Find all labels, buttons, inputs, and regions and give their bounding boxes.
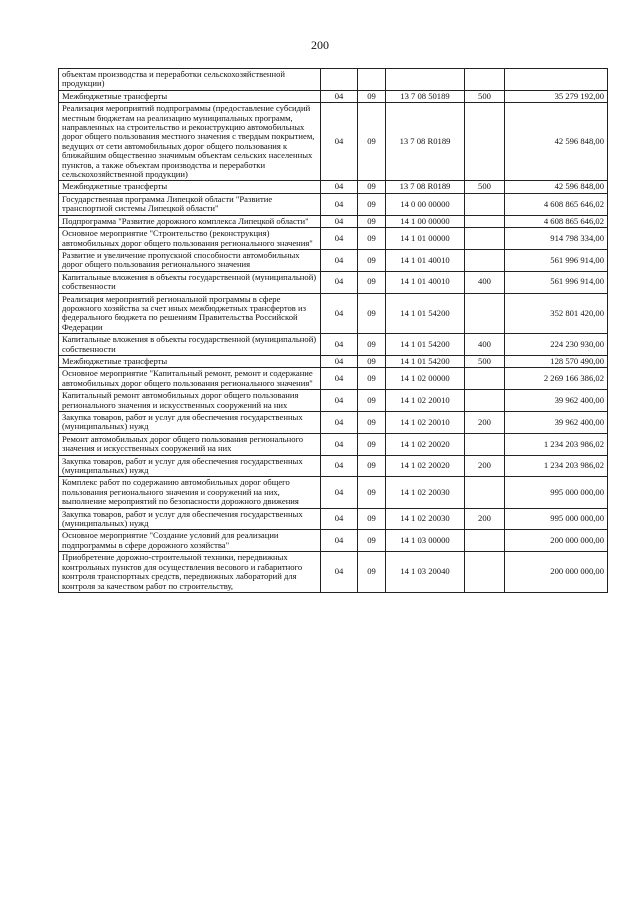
item-name-cell: Межбюджетные трансферты [59, 90, 321, 102]
table-row [59, 477, 608, 508]
section-cell: 04 [321, 508, 358, 530]
amount-cell: 200 000 000,00 [505, 530, 608, 552]
section-cell: 04 [321, 249, 358, 271]
subsection-cell: 09 [358, 368, 386, 390]
expense-type-cell: 500 [465, 90, 505, 102]
item-name-cell: Реализация мероприятий региональной программы в сфере дорожного хозяйства за счет иных межбюджетных трансфертов из федерального бюджета по решениям Правительства Российской Федерации [59, 293, 321, 334]
item-name-cell: Реализация мероприятий подпрограммы (предоставление субсидий местным бюджетам на реализацию муниципальных программ, направленных на строительство и реконструкцию автомобильных дорог общего пользования местного значения с твердым покрытием, ведущих от сети автомобильных дорог общего пользования к ближайшим общественно значимым объектам сельских населенных пунктов, а также объектам производства и переработки сельскохозяйственной продукции) [59, 103, 321, 181]
table-row [59, 433, 608, 455]
amount-cell: 352 801 420,00 [505, 293, 608, 334]
item-name-cell: Основное мероприятие "Капитальный ремонт, ремонт и содержание автомобильных дорог общего пользования регионального значения" [59, 368, 321, 390]
section-cell: 04 [321, 90, 358, 102]
table-row [59, 293, 608, 334]
table-row [59, 368, 608, 390]
expense-type-cell [465, 69, 505, 91]
amount-cell: 35 279 192,00 [505, 90, 608, 102]
amount-cell: 224 230 930,00 [505, 334, 608, 356]
section-cell: 04 [321, 390, 358, 412]
amount-cell: 561 996 914,00 [505, 271, 608, 293]
amount-cell: 200 000 000,00 [505, 552, 608, 593]
item-name-cell: Государственная программа Липецкой области "Развитие транспортной системы Липецкой области" [59, 193, 321, 215]
amount-cell: 42 596 848,00 [505, 103, 608, 181]
target-item-cell: 14 1 02 20010 [386, 390, 465, 412]
table-row [59, 530, 608, 552]
subsection-cell: 09 [358, 103, 386, 181]
target-item-cell: 14 1 01 54200 [386, 334, 465, 356]
table-row [59, 552, 608, 593]
amount-cell [505, 69, 608, 91]
subsection-cell: 09 [358, 193, 386, 215]
item-name-cell: Основное мероприятие "Строительство (реконструкция) автомобильных дорог общего пользования регионального значения" [59, 228, 321, 250]
subsection-cell: 09 [358, 334, 386, 356]
budget-table-body [59, 69, 608, 593]
item-name-cell: Закупка товаров, работ и услуг для обеспечения государственных (муниципальных) нужд [59, 412, 321, 434]
expense-type-cell [465, 228, 505, 250]
table-row [59, 90, 608, 102]
table-row [59, 412, 608, 434]
subsection-cell: 09 [358, 412, 386, 434]
target-item-cell: 14 1 02 20020 [386, 433, 465, 455]
table-row [59, 249, 608, 271]
table-row [59, 390, 608, 412]
expense-type-cell: 500 [465, 181, 505, 193]
section-cell: 04 [321, 228, 358, 250]
table-row [59, 508, 608, 530]
item-name-cell: Капитальный ремонт автомобильных дорог общего пользования регионального значения и искусственных сооружений на них [59, 390, 321, 412]
table-row [59, 181, 608, 193]
section-cell: 04 [321, 293, 358, 334]
table-row [59, 103, 608, 181]
table-row [59, 334, 608, 356]
amount-cell: 1 234 203 986,02 [505, 455, 608, 477]
target-item-cell: 14 1 02 20020 [386, 455, 465, 477]
expense-type-cell [465, 433, 505, 455]
expense-type-cell: 200 [465, 508, 505, 530]
expense-type-cell [465, 103, 505, 181]
table-row [59, 271, 608, 293]
subsection-cell: 09 [358, 552, 386, 593]
target-item-cell: 14 1 01 54200 [386, 355, 465, 367]
amount-cell: 128 570 490,00 [505, 355, 608, 367]
expense-type-cell: 400 [465, 271, 505, 293]
subsection-cell [358, 69, 386, 91]
table-row [59, 455, 608, 477]
amount-cell: 4 608 865 646,02 [505, 215, 608, 227]
item-name-cell: Закупка товаров, работ и услуг для обеспечения государственных (муниципальных) нужд [59, 508, 321, 530]
section-cell: 04 [321, 181, 358, 193]
section-cell: 04 [321, 103, 358, 181]
item-name-cell: Приобретение дорожно-строительной техники, передвижных контрольных пунктов для осуществления весового и габаритного контроля транспортных средств, передвижных лабораторий для контроля за качеством работ по строительству, [59, 552, 321, 593]
amount-cell: 1 234 203 986,02 [505, 433, 608, 455]
amount-cell: 4 608 865 646,02 [505, 193, 608, 215]
item-name-cell: Ремонт автомобильных дорог общего пользования регионального значения и искусственных сооружений на них [59, 433, 321, 455]
subsection-cell: 09 [358, 181, 386, 193]
amount-cell: 42 596 848,00 [505, 181, 608, 193]
subsection-cell: 09 [358, 90, 386, 102]
amount-cell: 561 996 914,00 [505, 249, 608, 271]
section-cell: 04 [321, 368, 358, 390]
expense-type-cell [465, 552, 505, 593]
target-item-cell: 13 7 08 50189 [386, 90, 465, 102]
table-row [59, 215, 608, 227]
expense-type-cell [465, 368, 505, 390]
table-row [59, 355, 608, 367]
target-item-cell: 14 1 01 40010 [386, 249, 465, 271]
item-name-cell: Развитие и увеличение пропускной способности автомобильных дорог общего пользования регионального значения [59, 249, 321, 271]
amount-cell: 39 962 400,00 [505, 412, 608, 434]
amount-cell: 914 798 334,00 [505, 228, 608, 250]
table-row [59, 69, 608, 91]
target-item-cell: 13 7 08 R0189 [386, 181, 465, 193]
target-item-cell: 14 1 02 20030 [386, 508, 465, 530]
amount-cell: 995 000 000,00 [505, 508, 608, 530]
target-item-cell: 14 1 01 00000 [386, 228, 465, 250]
amount-cell: 995 000 000,00 [505, 477, 608, 508]
subsection-cell: 09 [358, 249, 386, 271]
table-row [59, 228, 608, 250]
section-cell: 04 [321, 477, 358, 508]
expense-type-cell: 400 [465, 334, 505, 356]
target-item-cell: 14 1 01 54200 [386, 293, 465, 334]
section-cell: 04 [321, 193, 358, 215]
expense-type-cell [465, 477, 505, 508]
subsection-cell: 09 [358, 455, 386, 477]
target-item-cell: 14 1 02 20010 [386, 412, 465, 434]
section-cell: 04 [321, 455, 358, 477]
section-cell: 04 [321, 215, 358, 227]
target-item-cell: 14 1 01 40010 [386, 271, 465, 293]
section-cell: 04 [321, 271, 358, 293]
subsection-cell: 09 [358, 293, 386, 334]
page-number: 200 [311, 38, 329, 52]
item-name-cell: Основное мероприятие "Создание условий для реализации подпрограммы в сфере дорожного хозяйства" [59, 530, 321, 552]
subsection-cell: 09 [358, 433, 386, 455]
item-name-cell: Межбюджетные трансферты [59, 181, 321, 193]
expense-type-cell: 200 [465, 455, 505, 477]
item-name-cell: Межбюджетные трансферты [59, 355, 321, 367]
section-cell: 04 [321, 552, 358, 593]
target-item-cell: 14 1 03 00000 [386, 530, 465, 552]
item-name-cell: объектам производства и переработки сельскохозяйственной продукции) [59, 69, 321, 91]
section-cell: 04 [321, 412, 358, 434]
subsection-cell: 09 [358, 271, 386, 293]
expense-type-cell [465, 193, 505, 215]
subsection-cell: 09 [358, 477, 386, 508]
target-item-cell [386, 69, 465, 91]
item-name-cell: Закупка товаров, работ и услуг для обеспечения государственных (муниципальных) нужд [59, 455, 321, 477]
section-cell: 04 [321, 433, 358, 455]
item-name-cell: Капитальные вложения в объекты государственной (муниципальной) собственности [59, 271, 321, 293]
subsection-cell: 09 [358, 530, 386, 552]
expense-type-cell [465, 293, 505, 334]
table-row [59, 193, 608, 215]
target-item-cell: 14 0 00 00000 [386, 193, 465, 215]
item-name-cell: Капитальные вложения в объекты государственной (муниципальной) собственности [59, 334, 321, 356]
section-cell: 04 [321, 530, 358, 552]
subsection-cell: 09 [358, 355, 386, 367]
target-item-cell: 14 1 02 00000 [386, 368, 465, 390]
section-cell [321, 69, 358, 91]
budget-table [58, 68, 608, 593]
target-item-cell: 14 1 00 00000 [386, 215, 465, 227]
expense-type-cell: 200 [465, 412, 505, 434]
section-cell: 04 [321, 355, 358, 367]
subsection-cell: 09 [358, 390, 386, 412]
expense-type-cell [465, 249, 505, 271]
amount-cell: 39 962 400,00 [505, 390, 608, 412]
expense-type-cell [465, 215, 505, 227]
expense-type-cell [465, 530, 505, 552]
subsection-cell: 09 [358, 228, 386, 250]
section-cell: 04 [321, 334, 358, 356]
expense-type-cell [465, 390, 505, 412]
target-item-cell: 13 7 08 R0189 [386, 103, 465, 181]
subsection-cell: 09 [358, 215, 386, 227]
expense-type-cell: 500 [465, 355, 505, 367]
item-name-cell: Подпрограмма "Развитие дорожного комплекса Липецкой области" [59, 215, 321, 227]
amount-cell: 2 269 166 386,02 [505, 368, 608, 390]
target-item-cell: 14 1 03 20040 [386, 552, 465, 593]
item-name-cell: Комплекс работ по содержанию автомобильных дорог общего пользования регионального значения и сооружений на них, выполнение мероприятий по безопасности дорожного движения [59, 477, 321, 508]
target-item-cell: 14 1 02 20030 [386, 477, 465, 508]
subsection-cell: 09 [358, 508, 386, 530]
